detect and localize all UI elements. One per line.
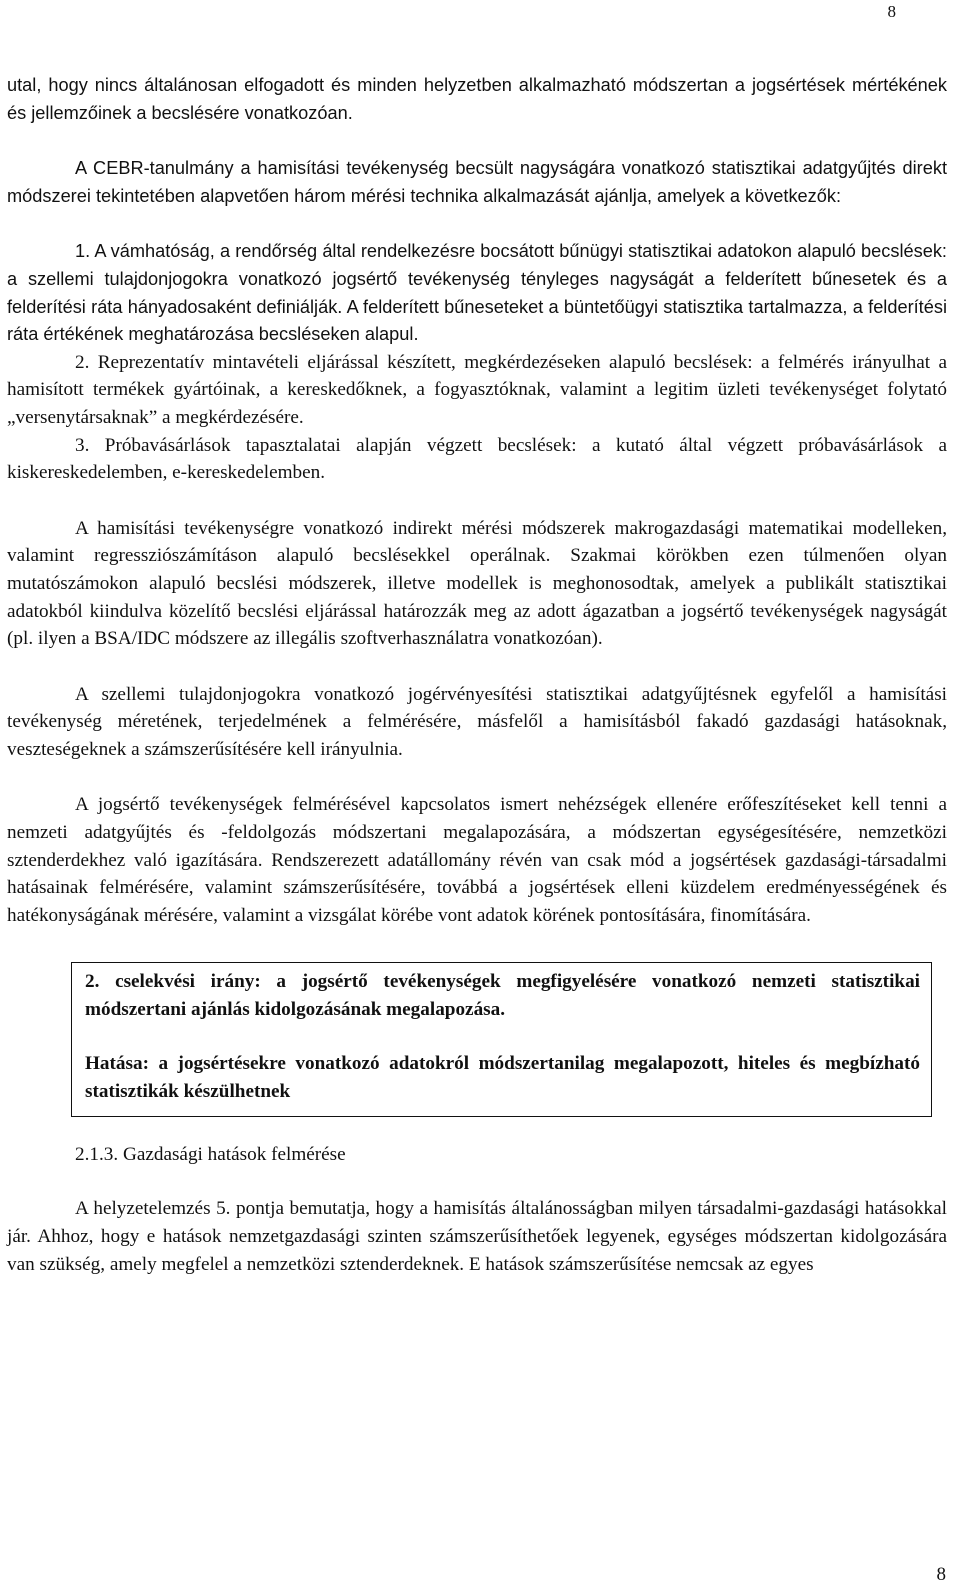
paragraph-cebr-study: A CEBR-tanulmány a hamisítási tevékenység becsült nagyságára vonatkozó statisztikai adatgyűjtés direkt módszerei tekintetében alapvetően három mérési technika alkalmazását ajánlja, amelyek a következők: [7, 158, 947, 206]
paragraph-intro-continuation: utal, hogy nincs általánosan elfogadott és minden helyzetben alkalmazható módszertan a jogsértések mértékének és jellemzőinek a becslésére vonatkozóan. [7, 75, 947, 123]
list-item-1: 1. A vámhatóság, a rendőrség által rendelkezésre bocsátott bűnügyi statisztikai adatokon alapuló becslések: a szellemi tulajdonjogokra vonatkozó jogsértő tevékenység tényleges nagyságát a felderített bűnesetek és a felderítési ráta hányadosaként definiálják. A felderített bűneseteket a büntetőügyi statisztika tartalmazza, a felderítési ráta értékének meghatározása becsléseken alapul. [7, 241, 947, 345]
page-number-bottom: 8 [936, 1564, 946, 1585]
paragraph-enforcement-statistics: A szellemi tulajdonjogokra vonatkozó jogérvényesítési statisztikai adatgyűjtésnek egyfelől a hamisítási tevékenység méretének, terjedelmének a felmérésére, másfelől a hamisításból fakadó gazdasági hatásoknak, veszteségeknek a számszerűsítésére kell irányulnia. [7, 683, 947, 760]
paragraph-difficulties: A jogsértő tevékenységek felmérésével kapcsolatos ismert nehézségek ellenére erőfeszítéseket kell tenni a nemzeti adatgyűjtés és -feldolgozás módszertani megalapozására, a módszertan egységesítésére, nemzetközi sztenderdekhez való igazítására. Rendszerezett adatállomány révén van csak mód a jogsértések gazdasági-társadalmi hatásainak felmérésére, valamint számszerűsítésére, továbbá a jogsértések elleni küzdelem eredményességének és hatékonyságának mérésére, valamint a vizsgálat körébe vont adatok körének pontosítására, finomítására. [7, 794, 947, 926]
paragraph-indirect-methods: A hamisítási tevékenységre vonatkozó indirekt mérési módszerek makrogazdasági matematikai modelleken, valamint regressziószámításon alapuló becslésekkel operálnak. Szakmai körökben ezen túlmenően olyan mutatószámokon alapuló becslési módszerek, illetve modellek is meghonosodtak, amelyek a publikált statisztikai adatokból kiindulva közelítő becslési eljárással határozzák meg az adott ágazatban a jogsértő tevékenységek nagyságát (pl. ilyen a BSA/IDC módszere az illegális szoftverhasználatra vonatkozóan). [7, 517, 947, 650]
list-item-3: 3. Próbavásárlások tapasztalatai alapján végzett becslések: a kutató által végzett próbavásárlások a kiskereskedelemben, e-kereskedelemben. [7, 434, 947, 484]
page-number-top: 8 [887, 2, 896, 21]
action-direction-box [71, 962, 932, 1117]
document-body [7, 72, 947, 1278]
section-heading: 2.1.3. Gazdasági hatások felmérése [75, 1144, 346, 1166]
action-direction-effect: Hatása: a jogsértésekre vonatkozó adatokról módszertanilag megalapozott, hiteles és megbízható statisztikák készülhetnek [85, 1053, 920, 1103]
paragraph-economic-effects: A helyzetelemzés 5. pontja bemutatja, hogy a hamisítás általánosságban milyen társadalmi-gazdasági hatásokkal jár. Ahhoz, hogy e hatások nemzetgazdasági szinten számszerűsíthetőek legyenek, egységes módszertan kidolgozására van szükség, amely megfelel a nemzetközi sztenderdeknek. E hatások számszerűsítése nemcsak az egyes [7, 1198, 947, 1275]
action-direction-title: 2. cselekvési irány: a jogsértő tevékenységek megfigyelésére vonatkozó nemzeti statisztikai módszertani ajánlás kidolgozásának megalapozása. [85, 971, 920, 1021]
list-item-2: 2. Reprezentatív mintavételi eljárással készített, megkérdezéseken alapuló becslések: a felmérés irányulhat a hamisított termékek gyártóinak, a kereskedőknek, a fogyasztóknak, valamint a legitim üzleti tevékenységet folytató „versenytársaknak” a megkérdezésére. [7, 351, 947, 428]
